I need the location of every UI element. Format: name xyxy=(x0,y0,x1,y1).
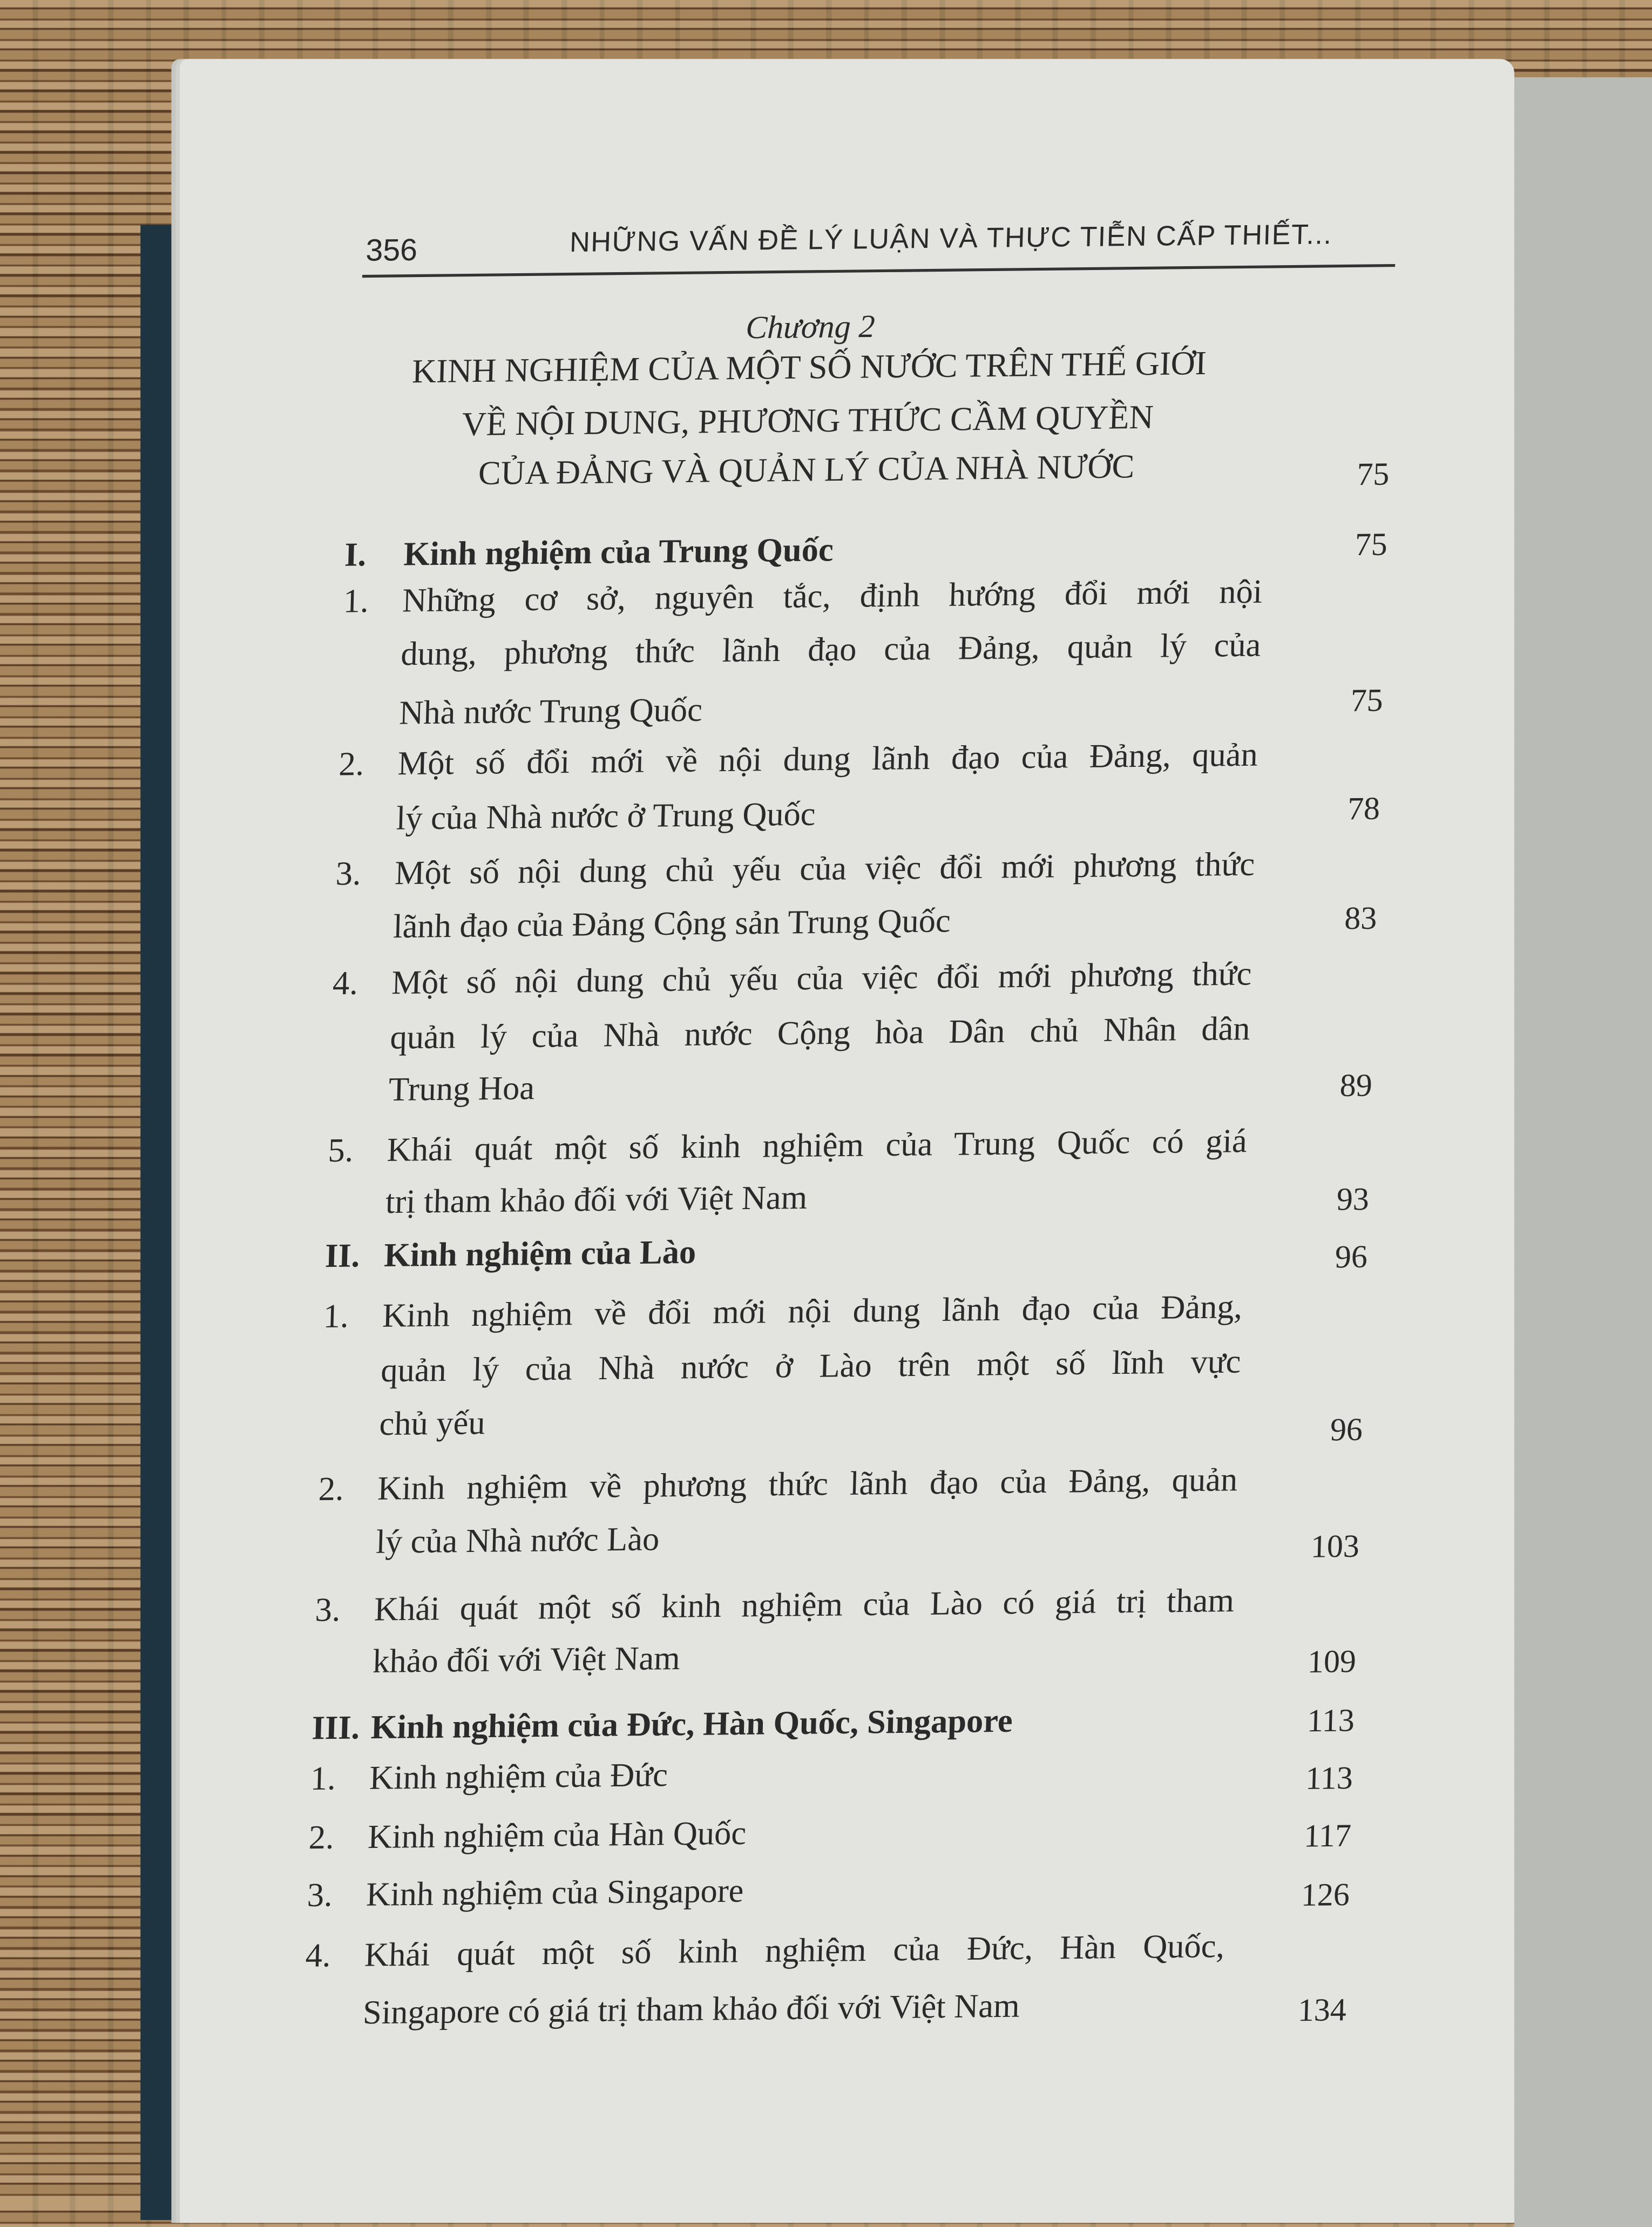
entry-page-number: 117 xyxy=(1303,1818,1352,1854)
entry-text-line: Những cơ sở, nguyên tắc, định hướng đổi mới nội xyxy=(402,574,1263,620)
entry-text-line: Khái quát một số kinh nghiệm của Lào có giá trị tham xyxy=(374,1583,1235,1629)
chapter-label: Chương 2 xyxy=(745,308,876,346)
entry-text-line: Kinh nghiệm của Lào xyxy=(383,1234,697,1275)
entry-page-number: 113 xyxy=(1305,1760,1353,1796)
entry-page-number: 78 xyxy=(1347,791,1380,827)
entry-text-line: Kinh nghiệm về phương thức lãnh đạo của Đảng, quản xyxy=(377,1462,1238,1508)
entry-page-number: 113 xyxy=(1306,1703,1355,1739)
chapter-title-line: VỀ NỘI DUNG, PHƯƠNG THỨC CẦM QUYỀN xyxy=(461,400,1154,444)
entry-number: 1. xyxy=(342,584,369,621)
entry-number: 1. xyxy=(322,1299,349,1336)
entry-text-line: chủ yếu xyxy=(378,1406,486,1443)
entry-number: 4. xyxy=(304,1938,331,1975)
entry-number: 2. xyxy=(317,1472,344,1509)
entry-text-line: Kinh nghiệm của Đức xyxy=(369,1758,668,1798)
entry-text-line: Kinh nghiệm của Trung Quốc xyxy=(403,532,834,574)
entry-text-line: quản lý của Nhà nước Cộng hòa Dân chủ Nhân dân xyxy=(389,1011,1251,1057)
entry-number: II. xyxy=(324,1238,361,1276)
entry-page-number: 96 xyxy=(1330,1412,1363,1448)
entry-page-number: 103 xyxy=(1310,1528,1360,1564)
chapter-page-number: 75 xyxy=(1356,456,1390,492)
entry-number: 3. xyxy=(314,1592,341,1630)
entry-number: 4. xyxy=(332,966,358,1003)
entry-text-line: Kinh nghiệm của Đức, Hàn Quốc, Singapore xyxy=(370,1703,1013,1747)
entry-text-line: quản lý của Nhà nước ở Lào trên một số lĩnh vực xyxy=(380,1344,1242,1390)
entry-text-line: Kinh nghiệm của Singapore xyxy=(365,1873,744,1914)
entry-page-number: 109 xyxy=(1307,1643,1357,1679)
chapter-title-line: KINH NGHIỆM CỦA MỘT SỐ NƯỚC TRÊN THẾ GIỚI xyxy=(411,346,1207,391)
entry-text-line: khảo đối với Việt Nam xyxy=(372,1641,681,1681)
entry-text-line: lý của Nhà nước Lào xyxy=(375,1522,660,1562)
entry-text-line: Khái quát một số kinh nghiệm của Đức, Hàn Quốc, xyxy=(364,1928,1226,1975)
entry-text-line: Khái quát một số kinh nghiệm của Trung Quốc có giá xyxy=(386,1124,1248,1170)
entry-number: 2. xyxy=(338,746,365,784)
page-number: 356 xyxy=(365,232,418,268)
entry-text-line: Trung Hoa xyxy=(388,1071,536,1109)
entry-text-line: Singapore có giá trị tham khảo đối với Việt Nam xyxy=(362,1988,1020,2032)
running-title: NHỮNG VẤN ĐỀ LÝ LUẬN VÀ THỰC TIỄN CẤP THIẾT... xyxy=(569,219,1333,259)
entry-page-number: 134 xyxy=(1297,1992,1347,2028)
entry-number: 2. xyxy=(308,1820,335,1857)
entry-text-line: dung, phương thức lãnh đạo của Đảng, quản lý của xyxy=(400,627,1262,673)
chapter-title-line: CỦA ĐẢNG VÀ QUẢN LÝ CỦA NHÀ NƯỚC xyxy=(478,449,1135,493)
entry-text-line: Một số đổi mới về nội dung lãnh đạo của Đảng, quản xyxy=(397,737,1258,783)
entry-page-number: 93 xyxy=(1336,1181,1370,1217)
entry-text-line: Nhà nước Trung Quốc xyxy=(398,692,703,733)
entry-page-number: 83 xyxy=(1344,900,1378,936)
entry-number: III. xyxy=(311,1710,361,1747)
entry-text-line: Một số nội dung chủ yếu của việc đổi mới phương thức xyxy=(391,956,1252,1002)
entry-page-number: 126 xyxy=(1301,1877,1350,1913)
entry-number: 3. xyxy=(335,856,362,894)
entry-text-line: trị tham khảo đối với Việt Nam xyxy=(385,1180,808,1222)
entry-number: 5. xyxy=(327,1133,354,1170)
entry-text-line: Một số nội dung chủ yếu của việc đổi mới phương thức xyxy=(394,847,1256,893)
entry-page-number: 75 xyxy=(1350,683,1384,718)
entry-page-number: 89 xyxy=(1339,1068,1373,1103)
entry-text-line: Kinh nghiệm về đổi mới nội dung lãnh đạo của Đảng, xyxy=(382,1290,1243,1335)
entry-number: 3. xyxy=(306,1878,333,1915)
entry-text-line: lý của Nhà nước ở Trung Quốc xyxy=(395,797,816,838)
entry-number: I. xyxy=(344,537,367,575)
header-rule xyxy=(362,264,1395,277)
entry-number: 1. xyxy=(310,1761,336,1798)
entry-page-number: 96 xyxy=(1335,1239,1368,1275)
entry-text-line: lãnh đạo của Đảng Cộng sản Trung Quốc xyxy=(392,903,951,946)
entry-text-line: Kinh nghiệm của Hàn Quốc xyxy=(367,1816,747,1857)
entry-page-number: 75 xyxy=(1354,527,1388,563)
